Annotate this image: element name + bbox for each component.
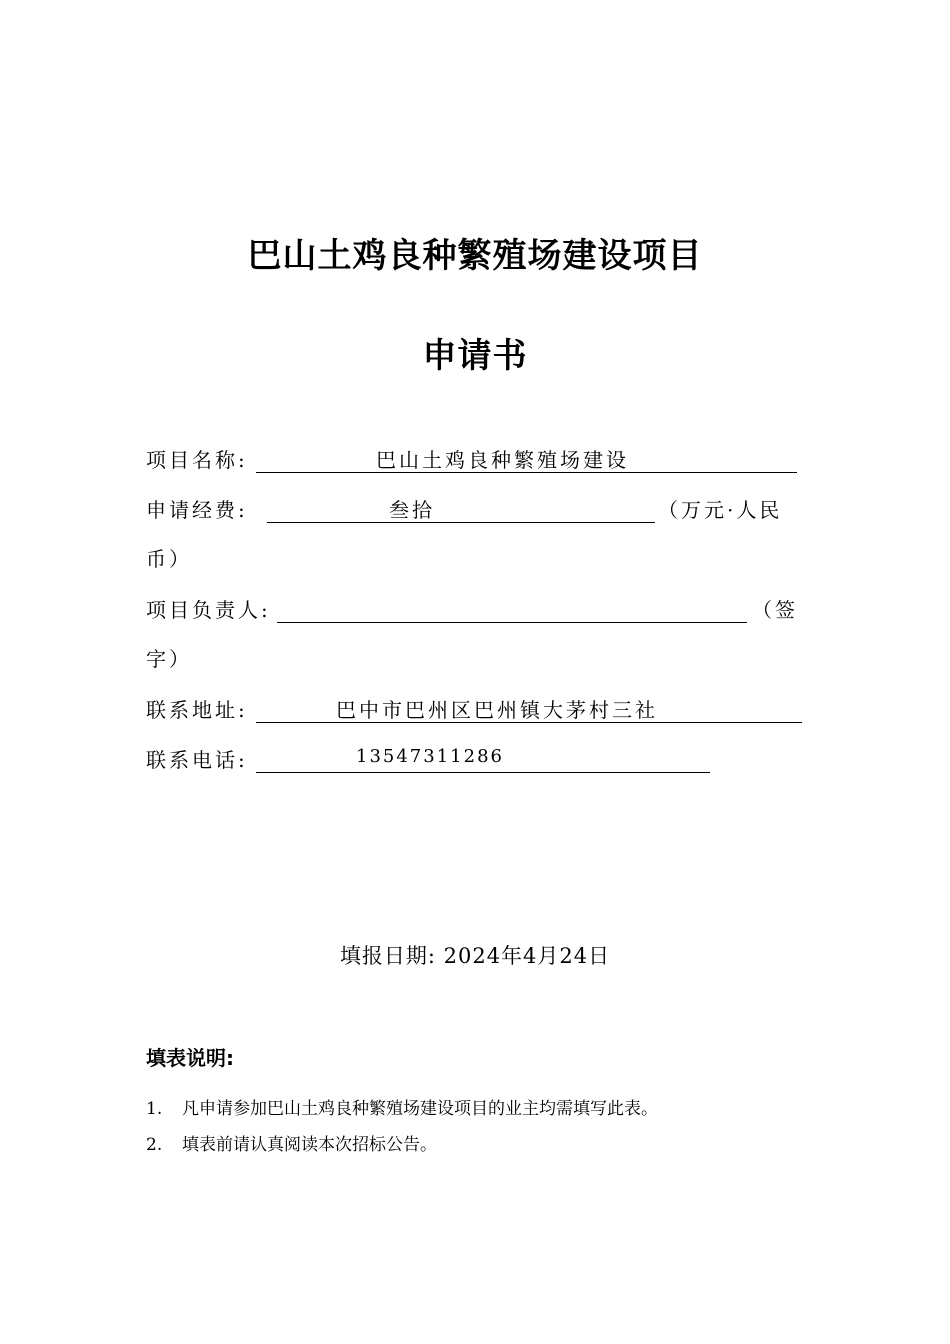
field-phone	[146, 744, 806, 776]
note-number: 1.	[146, 1099, 163, 1119]
unit-suffix: （万元·人民	[658, 498, 783, 522]
unit-suffix-wrap: 币）	[146, 547, 192, 571]
field-label: 联系地址:	[146, 698, 248, 722]
note-text: 凡申请参加巴山土鸡良种繁殖场建设项目的业主均需填写此表。	[182, 1099, 658, 1119]
note-number: 2.	[146, 1135, 163, 1155]
field-value: 巴山土鸡良种繁殖场建设	[376, 448, 629, 472]
signature-suffix: （签	[752, 598, 798, 622]
field-value: 巴中市巴州区巴州镇大茅村三社	[336, 698, 658, 722]
note-item	[146, 1094, 658, 1119]
fill-date: 填报日期: 2024年4月24日	[339, 944, 611, 968]
field-funding	[146, 494, 806, 526]
fill-line	[267, 522, 655, 523]
field-label: 联系电话:	[146, 748, 248, 772]
signature-suffix-wrap: 字）	[146, 647, 192, 671]
field-address	[146, 694, 806, 726]
field-project-name	[146, 444, 806, 476]
field-label: 申请经费:	[146, 498, 248, 522]
field-label: 项目名称:	[146, 448, 248, 472]
document-subtitle: 申请书	[422, 336, 528, 376]
note-item	[146, 1130, 437, 1155]
fill-line	[256, 772, 710, 773]
notes-heading: 填表说明:	[146, 1046, 234, 1070]
field-value: 叁拾	[389, 498, 435, 522]
document-title: 巴山土鸡良种繁殖场建设项目	[247, 236, 703, 276]
note-text: 填表前请认真阅读本次招标公告。	[182, 1135, 437, 1155]
field-value: 13547311286	[356, 746, 504, 767]
signature-line	[277, 622, 747, 623]
field-leader	[146, 594, 806, 626]
field-label: 项目负责人:	[146, 598, 271, 622]
